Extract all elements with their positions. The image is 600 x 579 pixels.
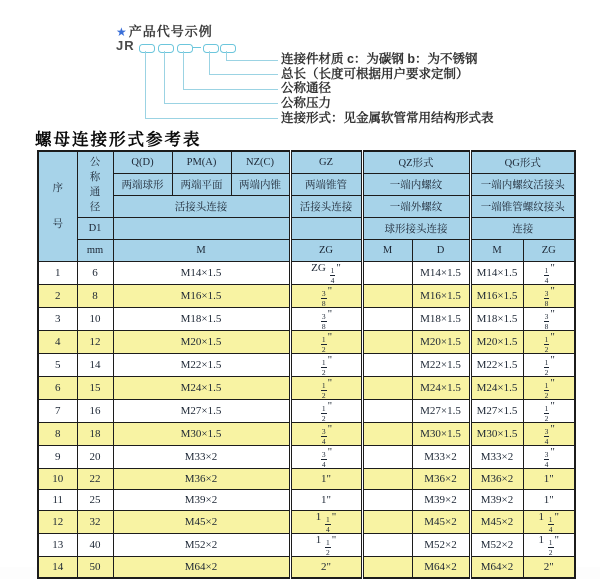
cell-qz_m bbox=[362, 446, 412, 469]
table-row bbox=[38, 469, 575, 490]
header-qg-sub1: 一端内螺纹活接头 bbox=[470, 174, 575, 196]
cell-qg_zg: 1 $\frac{1}{2}$ " bbox=[523, 534, 575, 557]
cell-qz_d: M30×1.5 bbox=[412, 423, 470, 446]
callout-length: 总长（长度可根据用户要求定制） bbox=[281, 67, 469, 81]
cell-qz_m bbox=[362, 308, 412, 331]
header-d1: D1 bbox=[77, 218, 113, 240]
cell-qg_zg: $\frac{1}{2}$ " bbox=[523, 377, 575, 400]
star-icon: ★ bbox=[116, 25, 128, 39]
cell-zg: $\frac{3}{8}$ " bbox=[290, 308, 362, 331]
cell-qg_m: M20×1.5 bbox=[470, 331, 523, 354]
cell-seq: 6 bbox=[38, 377, 77, 400]
cell-m: M45×2 bbox=[113, 511, 290, 534]
cell-qg_m: M33×2 bbox=[470, 446, 523, 469]
table-row bbox=[38, 377, 575, 400]
cell-qz_m bbox=[362, 285, 412, 308]
cell-qg_m: M16×1.5 bbox=[470, 285, 523, 308]
cell-zg: $\frac{1}{2}$ " bbox=[290, 354, 362, 377]
cell-qg_m: M45×2 bbox=[470, 511, 523, 534]
cell-qg_m: M14×1.5 bbox=[470, 262, 523, 285]
header-unit-qz-m: M bbox=[362, 240, 412, 262]
cell-zg: 1 $\frac{1}{2}$ " bbox=[290, 534, 362, 557]
cell-m: M24×1.5 bbox=[113, 377, 290, 400]
header-dn: 公 称 通 径 bbox=[77, 151, 113, 218]
cell-qg_zg: $\frac{3}{4}$ " bbox=[523, 423, 575, 446]
cell-seq: 4 bbox=[38, 331, 77, 354]
cell-m: M14×1.5 bbox=[113, 262, 290, 285]
cell-dn: 12 bbox=[77, 331, 113, 354]
table-row bbox=[38, 331, 575, 354]
cell-seq: 14 bbox=[38, 557, 77, 579]
cell-zg: 1 $\frac{1}{4}$ " bbox=[290, 511, 362, 534]
header-q: Q(D) bbox=[113, 151, 172, 174]
cell-seq: 7 bbox=[38, 400, 77, 423]
cell-dn: 25 bbox=[77, 490, 113, 511]
cell-dn: 6 bbox=[77, 262, 113, 285]
cell-zg: $\frac{1}{2}$ " bbox=[290, 400, 362, 423]
cell-seq: 2 bbox=[38, 285, 77, 308]
cell-zg: 2" bbox=[290, 557, 362, 579]
header-qg: QG形式 bbox=[470, 151, 575, 174]
cell-m: M64×2 bbox=[113, 557, 290, 579]
cell-qg_zg: 1" bbox=[523, 490, 575, 511]
cell-seq: 5 bbox=[38, 354, 77, 377]
cell-qg_zg: $\frac{1}{2}$ " bbox=[523, 400, 575, 423]
header-gz-sub: 两端锥管 bbox=[290, 174, 362, 196]
cell-seq: 10 bbox=[38, 469, 77, 490]
cell-m: M30×1.5 bbox=[113, 423, 290, 446]
cell-qg_m: M22×1.5 bbox=[470, 354, 523, 377]
table-row bbox=[38, 400, 575, 423]
table-row bbox=[38, 511, 575, 534]
cell-m: M36×2 bbox=[113, 469, 290, 490]
cell-qg_m: M64×2 bbox=[470, 557, 523, 579]
cell-qz_m bbox=[362, 534, 412, 557]
cell-qg_m: M52×2 bbox=[470, 534, 523, 557]
cell-m: M18×1.5 bbox=[113, 308, 290, 331]
cell-m: M39×2 bbox=[113, 490, 290, 511]
cell-qz_d: M36×2 bbox=[412, 469, 470, 490]
header-union-connection: 活接头连接 bbox=[113, 196, 290, 218]
header-gz-conn: 活接头连接 bbox=[290, 196, 362, 218]
callout-connection: 连接形式：见金属软管常用结构形式表 bbox=[281, 111, 494, 125]
cell-qz_d: M52×2 bbox=[412, 534, 470, 557]
cell-qz_d: M39×2 bbox=[412, 490, 470, 511]
header-empty-1 bbox=[113, 218, 290, 240]
header-gz: GZ bbox=[290, 151, 362, 174]
code-dash bbox=[193, 47, 201, 48]
callout-material: 连接件材质 c：为碳钢 b：为不锈钢 bbox=[281, 52, 478, 66]
header-mm: mm bbox=[77, 240, 113, 262]
cell-qg_m: M24×1.5 bbox=[470, 377, 523, 400]
cell-zg: $\frac{1}{2}$ " bbox=[290, 377, 362, 400]
cell-zg: 1" bbox=[290, 490, 362, 511]
cell-qz_d: M33×2 bbox=[412, 446, 470, 469]
cell-qg_m: M30×1.5 bbox=[470, 423, 523, 446]
cell-qz_m bbox=[362, 511, 412, 534]
cell-qg_m: M27×1.5 bbox=[470, 400, 523, 423]
cell-zg: 1" bbox=[290, 469, 362, 490]
header-pm-sub: 两端平面 bbox=[172, 174, 231, 196]
cell-dn: 15 bbox=[77, 377, 113, 400]
cell-qg_m: M39×2 bbox=[470, 490, 523, 511]
cell-qz_d: M20×1.5 bbox=[412, 331, 470, 354]
cell-zg: $\frac{1}{2}$ " bbox=[290, 331, 362, 354]
cell-qg_zg: 1" bbox=[523, 469, 575, 490]
table-row bbox=[38, 354, 575, 377]
cell-qz_d: M24×1.5 bbox=[412, 377, 470, 400]
table-row bbox=[38, 490, 575, 511]
header-qg-conn: 连接 bbox=[470, 218, 575, 240]
cell-zg: $\frac{3}{4}$ " bbox=[290, 446, 362, 469]
cell-qz_m bbox=[362, 557, 412, 579]
header-qz-conn: 球形接头连接 bbox=[362, 218, 470, 240]
cell-qz_m bbox=[362, 354, 412, 377]
product-code-prefix: JR bbox=[116, 38, 135, 53]
table-body bbox=[38, 262, 575, 579]
cell-m: M16×1.5 bbox=[113, 285, 290, 308]
cell-zg: $\frac{3}{4}$ " bbox=[290, 423, 362, 446]
header-pm: PM(A) bbox=[172, 151, 231, 174]
callout-pressure: 公称压力 bbox=[281, 96, 332, 110]
cell-seq: 11 bbox=[38, 490, 77, 511]
cell-qz_d: M27×1.5 bbox=[412, 400, 470, 423]
cell-dn: 20 bbox=[77, 446, 113, 469]
cell-qz_d: M22×1.5 bbox=[412, 354, 470, 377]
cell-dn: 16 bbox=[77, 400, 113, 423]
cell-qz_m bbox=[362, 490, 412, 511]
header-unit-zg: ZG bbox=[290, 240, 362, 262]
cell-dn: 32 bbox=[77, 511, 113, 534]
table-row bbox=[38, 262, 575, 285]
header-seq: 序 号 bbox=[38, 151, 77, 262]
cell-qg_m: M18×1.5 bbox=[470, 308, 523, 331]
cell-dn: 18 bbox=[77, 423, 113, 446]
callout-line-1 bbox=[226, 51, 278, 61]
cell-qz_d: M18×1.5 bbox=[412, 308, 470, 331]
header-qg-sub2: 一端锥管螺纹接头 bbox=[470, 196, 575, 218]
header-unit-m: M bbox=[113, 240, 290, 262]
cell-qz_d: M64×2 bbox=[412, 557, 470, 579]
header-empty-2 bbox=[290, 218, 362, 240]
cell-qz_m bbox=[362, 377, 412, 400]
diagram-heading-text: 产品代号示例 bbox=[128, 24, 213, 39]
cell-qg_zg: $\frac{3}{8}$ " bbox=[523, 285, 575, 308]
header-unit-qg-m: M bbox=[470, 240, 523, 262]
cell-m: M52×2 bbox=[113, 534, 290, 557]
header-q-sub: 两端球形 bbox=[113, 174, 172, 196]
cell-qz_m bbox=[362, 469, 412, 490]
cell-qz_d: M16×1.5 bbox=[412, 285, 470, 308]
cell-dn: 50 bbox=[77, 557, 113, 579]
header-qz-sub2: 一端外螺纹 bbox=[362, 196, 470, 218]
cell-dn: 10 bbox=[77, 308, 113, 331]
cell-dn: 22 bbox=[77, 469, 113, 490]
header-qz-sub1: 一端内螺纹 bbox=[362, 174, 470, 196]
cell-m: M27×1.5 bbox=[113, 400, 290, 423]
cell-qz_d: M14×1.5 bbox=[412, 262, 470, 285]
cell-qg_zg: 1 $\frac{1}{4}$ " bbox=[523, 511, 575, 534]
cell-seq: 3 bbox=[38, 308, 77, 331]
header-unit-qz-d: D bbox=[412, 240, 470, 262]
header-nz-sub: 两端内锥 bbox=[231, 174, 290, 196]
cell-qz_m bbox=[362, 400, 412, 423]
cell-seq: 9 bbox=[38, 446, 77, 469]
header-qz: QZ形式 bbox=[362, 151, 470, 174]
table-row bbox=[38, 534, 575, 557]
nut-connection-table bbox=[37, 150, 576, 579]
cell-qg_zg: $\frac{1}{2}$ " bbox=[523, 331, 575, 354]
table-row bbox=[38, 308, 575, 331]
cell-qz_m bbox=[362, 423, 412, 446]
table-row bbox=[38, 285, 575, 308]
cell-qg_zg: $\frac{1}{4}$ " bbox=[523, 262, 575, 285]
cell-zg: $\frac{3}{8}$ " bbox=[290, 285, 362, 308]
cell-seq: 13 bbox=[38, 534, 77, 557]
cell-qg_zg: $\frac{3}{8}$ " bbox=[523, 308, 575, 331]
table-row bbox=[38, 446, 575, 469]
table-title: 螺母连接形式参考表 bbox=[35, 130, 202, 149]
table-header bbox=[38, 151, 575, 262]
cell-dn: 40 bbox=[77, 534, 113, 557]
cell-seq: 1 bbox=[38, 262, 77, 285]
cell-m: M22×1.5 bbox=[113, 354, 290, 377]
cell-dn: 8 bbox=[77, 285, 113, 308]
cell-qg_zg: 2" bbox=[523, 557, 575, 579]
cell-m: M20×1.5 bbox=[113, 331, 290, 354]
header-nz: NZ(C) bbox=[231, 151, 290, 174]
cell-qz_m bbox=[362, 331, 412, 354]
header-unit-qg-zg: ZG bbox=[523, 240, 575, 262]
cell-seq: 8 bbox=[38, 423, 77, 446]
cell-qg_m: M36×2 bbox=[470, 469, 523, 490]
cell-qg_zg: $\frac{1}{2}$ " bbox=[523, 354, 575, 377]
table-row bbox=[38, 557, 575, 579]
cell-seq: 12 bbox=[38, 511, 77, 534]
cell-dn: 14 bbox=[77, 354, 113, 377]
cell-qg_zg: $\frac{3}{4}$ " bbox=[523, 446, 575, 469]
cell-qz_d: M45×2 bbox=[412, 511, 470, 534]
cell-qz_m bbox=[362, 262, 412, 285]
cell-zg: ZG $\frac{1}{4}$ " bbox=[290, 262, 362, 285]
table-row bbox=[38, 423, 575, 446]
cell-m: M33×2 bbox=[113, 446, 290, 469]
callout-diameter: 公称通径 bbox=[281, 81, 332, 95]
